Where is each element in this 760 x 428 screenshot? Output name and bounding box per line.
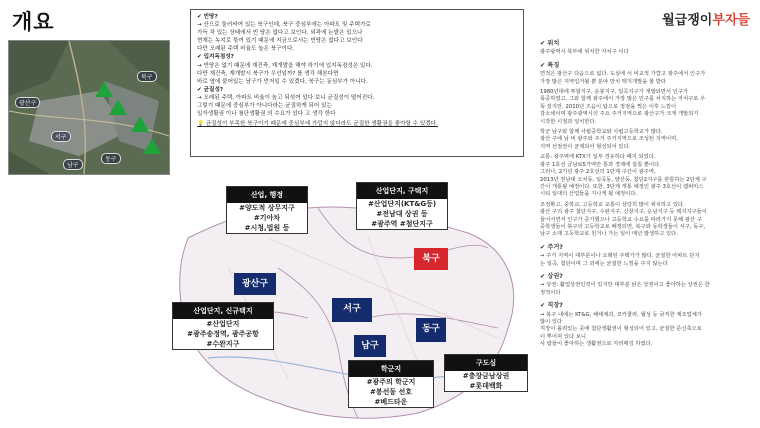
marker-triangle-icon — [109, 99, 127, 115]
box-industry-admin — [226, 186, 308, 234]
box-industrial-old-housing — [356, 182, 448, 230]
brand-main: 월급쟁이 — [662, 13, 713, 28]
lightbulb-icon: 💡 — [197, 121, 204, 128]
box-header: 산업단지, 구택지 — [357, 183, 447, 199]
box-header: 산업, 행정 — [227, 187, 307, 203]
heading-living: ✔ 주거? — [540, 243, 563, 251]
marker-triangle-icon — [131, 116, 149, 132]
analysis-notes — [190, 9, 524, 157]
district-buk: 북구 — [414, 248, 448, 270]
district-nam: 남구 — [354, 335, 386, 357]
sat-label-dong: 동구 — [101, 153, 121, 164]
text-jobs: → 북구 내에는 KT&G, 해태제과, 코카콜라, 월성 등 굵직한 제조업체가 많이 있다 직장이 몰려있는 곳에 첨단생활권이 형성되어 있고, 균질한 준신축으로 이 뿌어져 있다 보니 사 람들이 좋아하는 생활권으로 자리매김 하였다. — [540, 311, 702, 348]
box-school-district — [348, 360, 434, 408]
marker-triangle-icon — [143, 138, 161, 154]
sat-label-seo: 서구 — [51, 131, 71, 142]
box-item: #광주송정역, 광주공항 — [187, 330, 259, 338]
text-feature-5: 조정확고, 중학교, 고등학교 교통이 상당히 많이 위치하고 있다. 광산 구의 광주 첨단지구, 수완지구, 신창지구, 운남지구 등 택지지구들이 들어서면서 인구가 증가했으나 고등학교 수요를 따라가지 못해 광산 구 중학생들이 북구의 고등학교로 배정되면, 북구와 동학생들이 서구, 동구, 남구 소재 고등학교로 원거나 가는 일이 매년 발생하고 있다. — [540, 201, 707, 238]
text-feature-4: 교통: 광주역에 KTX가 일부 경유하다 폐지 되었다. 광주 1호선 금남로5가역만 통과 경제에 걸칠 뿐이다. 그러나, 2기년 광주 2호선의 1단계 구간이 광주역, 2013년 전남대 오치동, 일곡동, 양산동, 첨단2지구를 관통하는 2단계 구 간이 개통될 예정이다. 또한, 3단계 개통 예정인 광주 3호선이 캠퍼미스 시티 일대의 산업들을 지나게 될 예정이다. — [540, 154, 707, 198]
box-item: #광주의 학군지 — [366, 378, 416, 386]
note-question-exclusivity: ✔ 입지독점성? — [197, 54, 234, 61]
brand-accent: 부자들 — [712, 13, 750, 28]
district-overview-panel — [540, 40, 754, 424]
district-map — [168, 178, 530, 423]
box-item: #기아차 — [253, 214, 281, 222]
box-item: #전남대 상권 등 — [376, 210, 428, 218]
heading-commercial: ✔ 상권? — [540, 272, 563, 280]
box-item: #산업단지 — [206, 320, 240, 328]
box-header: 학군지 — [349, 361, 433, 377]
brand-logo — [662, 9, 750, 28]
heading-feature: ✔ 특징 — [540, 61, 560, 69]
district-gwangsan: 광산구 — [234, 273, 276, 295]
box-item: #양도적 상무지구 — [239, 204, 295, 212]
district-dong: 동구 — [416, 318, 446, 342]
box-item: #충장금남상권 — [462, 372, 510, 380]
box-header: 구도심 — [445, 355, 527, 371]
box-item: #베드타운 — [374, 398, 408, 406]
text-living: → 주거 지역이 대부분이나 오래된 주택가가 많다. 균질한 아파트 단지 는 일곡, 첨단이며 그 외에는 균질한 느낌을 주지 않는다 — [540, 253, 700, 267]
sat-label-buk: 북구 — [137, 71, 157, 82]
box-item: #수완지구 — [206, 340, 240, 348]
text-feature-2: 1980년대에 투합지구, 운봉지구, 일곡지구가 개발되면서 인구가 폭증하였고, 그와 함께 광주에서 가장 많은 인구를 차지하는 자치구로 우 뚝 섰지만, 2010년 즈음이 탐으로 정점을 찍은 이후 느낌이 감소세이며 광주광역시의 주요 주거지역으로 광산구가 크게 개발되기 시작한 시점과 일치한다. — [540, 89, 706, 125]
box-item: #시청,법원 등 — [244, 224, 290, 232]
note-question-vacant-land: ✔ 빈땅? — [197, 14, 218, 20]
text-commercial: → 상권: 활업상권인것이 있지만 대부분 낡은 상권이고 좋아하는 상권은 한 정적이다 — [540, 282, 710, 296]
box-old-downtown — [444, 354, 528, 392]
note-answer-exclusivity: → 빈땅은 없기 때문에 재건축, 재개발을 해야 하기에 입지독점성은 있다. 다만 재건축, 재개발시 북구가 우선일까? 를 생각 해본다면 바로 옆에 붙어있는 남구가 먼저일 수 있겠다, 북구는 동심부가 아니다. — [197, 62, 373, 85]
sat-label-gwangsan: 광산구 — [15, 97, 40, 108]
text-feature-3: 학군 남구와 함께 사립중학교와 사립고등학교가 많다. 광산 구에 남 비 광주와 주거 주거지역으로 조성된 지역이며, 지역 선점권이 균제되어 형성되어 있다. — [540, 129, 678, 150]
note-answer-homogeneity: → 오래된 주택, 아파트 비율이 높고 뒤섞여 있다 보니 균질성이 떨어진다. 그렇기 때문에 중심부가 아니다라는 균질하게 되어 있는 일자생활권 이나 첨단생활권 의 수요가 있다 고 생각 한다 — [197, 94, 375, 118]
note-question-homogeneity: ✔ 균질성? — [197, 86, 224, 93]
heading-jobs: ✔ 직장? — [540, 302, 563, 310]
sat-label-nam: 남구 — [63, 159, 83, 170]
box-item: #롯데백화 — [469, 382, 503, 390]
marker-triangle-icon — [95, 81, 113, 97]
box-item: #광주역 #첨단지구 — [371, 220, 433, 228]
satellite-map — [8, 40, 170, 175]
district-seo: 서구 — [332, 298, 372, 322]
box-header: 산업단지, 신규택지 — [173, 303, 273, 319]
box-industrial-new-housing — [172, 302, 274, 350]
note-answer-vacant-land: → 산으로 둘러싸여 있는 북구인데, 북구 중심부에는 아파트 및 주택가로 가득 차 있는 상태에서 빈 땅은 없다고 보인다. 외곽에 논밭은 있으나 현재는 녹지로 묶여 있기 때문에 지금으로서는 빈땅은 없다고 보인다 다만 오래된 주택 비율도 높은 북구이다. — [197, 22, 371, 53]
note-conclusion — [197, 120, 517, 128]
text-location: 광주광역시 북부에 위치한 자치구 이다 — [540, 49, 629, 56]
box-item: #산업단지(KT&G등) — [367, 200, 437, 208]
page-title: 개요 — [12, 10, 55, 34]
box-item: #봉선동 선호 — [369, 388, 413, 396]
text-feature-1: 면적은 광산구 다음으로 넓다. 도심에 서 비교적 가깝고 광주에서 인구가 가장 많은 지역입거될 뿐 분야 만치 택지개발을 할 받다 — [540, 71, 706, 85]
heading-location: ✔ 위치 — [540, 40, 560, 47]
note-conclusion-text: 균질성이 부족한 북구이기 때문에 중심부에 가깝지 않더라도 균질한 생활권을 좋아할 수 있겠다. — [205, 121, 438, 128]
